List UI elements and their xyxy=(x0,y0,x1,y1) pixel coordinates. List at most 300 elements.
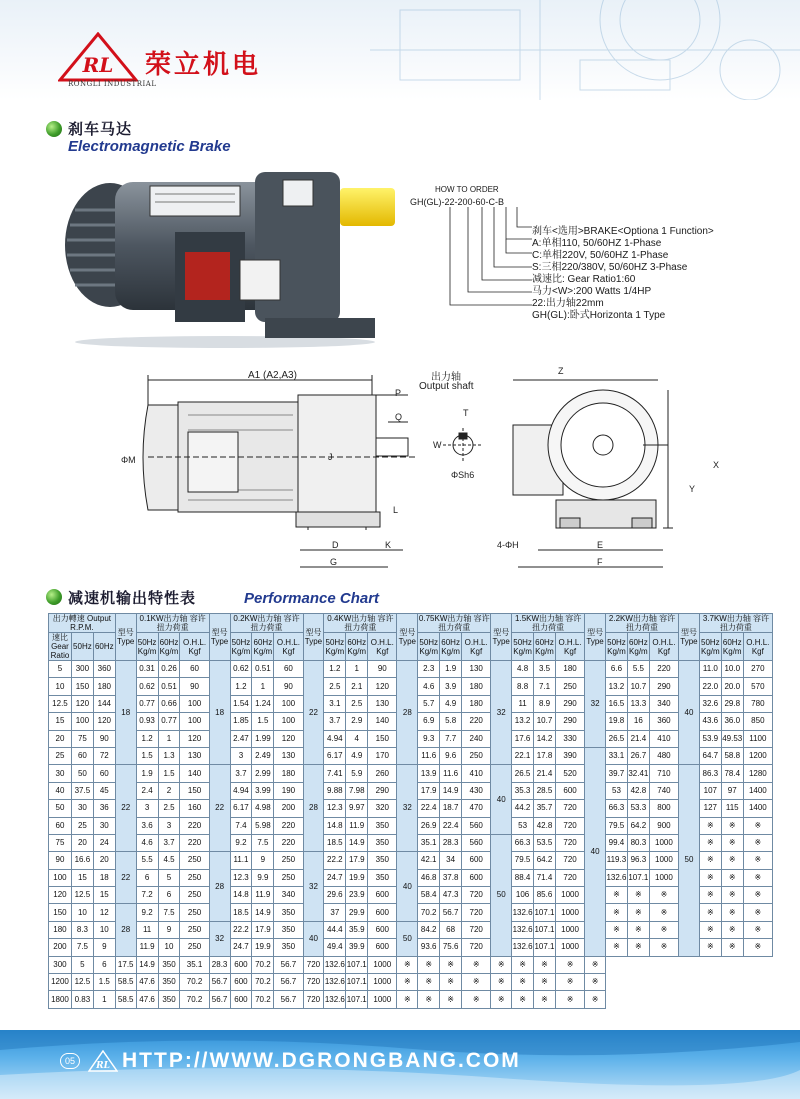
ohl-cell: 600 xyxy=(368,904,397,921)
torque-cell: 42.1 xyxy=(418,852,440,869)
header-type: 型号 Type xyxy=(491,614,512,661)
ohl-cell: ※ xyxy=(585,974,606,991)
header-type: 型号 Type xyxy=(679,614,700,661)
torque-cell: 88.4 xyxy=(512,869,534,886)
website-url[interactable]: HTTP://WWW.DGRONGBANG.COM xyxy=(122,1049,521,1072)
torque-cell: 6 xyxy=(136,869,158,886)
torque-cell: 70.2 xyxy=(180,991,209,1008)
rpm-60hz-cell: 10 xyxy=(93,921,115,938)
torque-cell: 4.9 xyxy=(440,695,462,712)
torque-cell: 64.7 xyxy=(699,747,721,764)
torque-cell: 1.3 xyxy=(158,747,180,764)
ohl-cell: 1400 xyxy=(743,782,772,799)
order-shaft-line: 22:出力轴22mm xyxy=(532,298,604,309)
ohl-cell: ※ xyxy=(743,869,772,886)
header-sub-60: 60Hz Kg/m xyxy=(534,633,556,661)
torque-cell: 58.8 xyxy=(721,747,743,764)
ohl-cell: 720 xyxy=(303,956,324,973)
ohl-cell: 350 xyxy=(368,817,397,834)
gear-ratio-cell: 180 xyxy=(49,921,72,938)
torque-cell: 107.1 xyxy=(534,921,556,938)
header-sub-ohl: O.H.L. Kgf xyxy=(368,633,397,661)
page-footer xyxy=(0,1030,800,1099)
ohl-cell: ※ xyxy=(440,991,462,1008)
torque-cell: 1 xyxy=(346,661,368,678)
torque-cell: 28.5 xyxy=(534,782,556,799)
torque-cell: 9.97 xyxy=(346,800,368,817)
rpm-50hz-cell: 20 xyxy=(71,834,93,851)
torque-cell: 1.9 xyxy=(136,765,158,782)
header-gear-decoration xyxy=(280,0,800,100)
torque-cell: 2.47 xyxy=(230,730,252,747)
torque-cell: 107.1 xyxy=(534,904,556,921)
torque-cell: 2.1 xyxy=(346,678,368,695)
header-kw-group: 0.1KW出力轴 容许扭力荷重 xyxy=(136,614,209,633)
ohl-cell: 350 xyxy=(274,939,303,956)
ohl-cell: 290 xyxy=(368,782,397,799)
ohl-cell: 220 xyxy=(649,661,678,678)
torque-cell: 107.1 xyxy=(627,869,649,886)
torque-cell: 53 xyxy=(606,782,628,799)
ohl-cell: 150 xyxy=(180,782,209,799)
torque-cell: 17.5 xyxy=(115,956,136,973)
type-cell: 40 xyxy=(303,921,324,956)
gear-ratio-cell: 5 xyxy=(49,661,72,678)
torque-cell: 32.6 xyxy=(699,695,721,712)
torque-cell: 132.6 xyxy=(606,869,628,886)
torque-cell: 66.3 xyxy=(512,834,534,851)
section-bullet-icon xyxy=(46,121,62,137)
ohl-cell: 250 xyxy=(180,869,209,886)
torque-cell: 7.1 xyxy=(534,678,556,695)
dim-w-label: W xyxy=(433,440,442,450)
dim-t-label: T xyxy=(463,408,469,418)
ohl-cell: 600 xyxy=(368,921,397,938)
rpm-50hz-cell: 75 xyxy=(71,730,93,747)
torque-cell: 70.2 xyxy=(252,956,274,973)
torque-cell: 35.3 xyxy=(512,782,534,799)
rpm-60hz-cell: 6 xyxy=(93,956,115,973)
torque-cell: ※ xyxy=(491,974,512,991)
torque-cell: ※ xyxy=(555,956,584,973)
torque-cell: 3.7 xyxy=(158,834,180,851)
rpm-50hz-cell: 12.5 xyxy=(71,887,93,904)
torque-cell: 9.6 xyxy=(440,747,462,764)
rpm-50hz-cell: 300 xyxy=(71,661,93,678)
torque-cell: 2 xyxy=(158,782,180,799)
torque-cell: 132.6 xyxy=(512,939,534,956)
ohl-cell: 190 xyxy=(274,782,303,799)
torque-cell: 6.17 xyxy=(230,800,252,817)
ohl-cell: 90 xyxy=(180,678,209,695)
ohl-cell: 290 xyxy=(555,695,584,712)
torque-cell: 42.8 xyxy=(627,782,649,799)
torque-cell: 0.51 xyxy=(252,661,274,678)
torque-cell: 17.8 xyxy=(534,747,556,764)
gear-ratio-cell: 300 xyxy=(49,956,72,973)
header-kw-group: 2.2KW出力轴 容许扭力荷重 xyxy=(606,614,679,633)
rpm-50hz-cell: 7.5 xyxy=(71,939,93,956)
torque-cell: 47.6 xyxy=(136,974,158,991)
torque-cell: ※ xyxy=(418,974,440,991)
torque-cell: 22.4 xyxy=(418,800,440,817)
torque-cell: 26.7 xyxy=(627,747,649,764)
rpm-50hz-cell: 8.3 xyxy=(71,921,93,938)
torque-cell: 21.4 xyxy=(534,765,556,782)
torque-cell: 11.6 xyxy=(418,747,440,764)
ohl-cell: 250 xyxy=(180,904,209,921)
ohl-cell: 250 xyxy=(274,852,303,869)
torque-cell: ※ xyxy=(606,939,628,956)
torque-cell: 3.1 xyxy=(324,695,346,712)
ohl-cell: 410 xyxy=(649,730,678,747)
torque-cell: 115 xyxy=(721,800,743,817)
torque-cell: 2.5 xyxy=(158,800,180,817)
torque-cell: ※ xyxy=(397,956,418,973)
ohl-cell: 180 xyxy=(274,765,303,782)
torque-cell: 3.6 xyxy=(136,817,158,834)
ohl-cell: 350 xyxy=(274,904,303,921)
header-kw-group: 1.5KW出力轴 容许扭力荷重 xyxy=(512,614,585,633)
rpm-60hz-cell: 9 xyxy=(93,939,115,956)
output-shaft-cn-label: 出力轴 xyxy=(431,372,461,383)
rpm-50hz-cell: 12.5 xyxy=(71,974,93,991)
torque-cell: ※ xyxy=(462,974,491,991)
dim-z-label: Z xyxy=(558,366,564,376)
torque-cell: 3 xyxy=(230,747,252,764)
header-sub-ohl: O.H.L. Kgf xyxy=(649,633,678,661)
header-sub-ohl: O.H.L. Kgf xyxy=(555,633,584,661)
torque-cell: 70.2 xyxy=(252,991,274,1008)
section-bullet-icon xyxy=(46,589,62,605)
torque-cell: 47.3 xyxy=(440,887,462,904)
torque-cell: 58.5 xyxy=(115,974,136,991)
header-sub-ohl: O.H.L. Kgf xyxy=(274,633,303,661)
torque-cell: 132.6 xyxy=(324,991,346,1008)
dim-p-label: P xyxy=(395,388,402,398)
gear-ratio-cell: 200 xyxy=(49,939,72,956)
header-sub-60: 60Hz Kg/m xyxy=(158,633,180,661)
torque-cell: 39.9 xyxy=(346,939,368,956)
type-cell: 32 xyxy=(491,661,512,765)
ohl-cell: 330 xyxy=(555,730,584,747)
type-cell: 50 xyxy=(397,921,418,956)
ohl-cell: 100 xyxy=(180,713,209,730)
ohl-cell: 800 xyxy=(649,800,678,817)
ohl-cell: ※ xyxy=(512,956,534,973)
torque-cell: 1.85 xyxy=(230,713,252,730)
torque-cell: 18.7 xyxy=(440,800,462,817)
torque-cell: 14.9 xyxy=(252,904,274,921)
ohl-cell: 130 xyxy=(274,747,303,764)
torque-cell: 3 xyxy=(158,817,180,834)
type-cell: 32 xyxy=(303,852,324,922)
ohl-cell: 290 xyxy=(555,713,584,730)
torque-cell: 14.8 xyxy=(324,817,346,834)
rpm-60hz-cell: 30 xyxy=(93,817,115,834)
header-sub-60: 60Hz Kg/m xyxy=(440,633,462,661)
torque-cell: 29.6 xyxy=(324,887,346,904)
header-kw-group: 0.2KW出力轴 容许扭力荷重 xyxy=(230,614,303,633)
torque-cell: 53.9 xyxy=(699,730,721,747)
torque-cell: 22.4 xyxy=(440,817,462,834)
torque-cell: ※ xyxy=(721,887,743,904)
torque-cell: 44.2 xyxy=(512,800,534,817)
ohl-cell: 720 xyxy=(462,921,491,938)
torque-cell: 14.9 xyxy=(346,834,368,851)
type-cell: 22 xyxy=(303,661,324,765)
torque-cell: ※ xyxy=(627,939,649,956)
torque-cell: 4.9 xyxy=(346,747,368,764)
torque-cell: 26.9 xyxy=(418,817,440,834)
torque-cell: 13.2 xyxy=(606,678,628,695)
header-type: 型号 Type xyxy=(303,614,324,661)
ohl-cell: ※ xyxy=(743,939,772,956)
header-gear-ratio: 速比 Gear Ratio xyxy=(49,633,72,661)
torque-cell: ※ xyxy=(721,852,743,869)
torque-cell: 7.41 xyxy=(324,765,346,782)
torque-cell: 1.5 xyxy=(252,713,274,730)
ohl-cell: 250 xyxy=(180,939,209,956)
gear-ratio-cell: 1200 xyxy=(49,974,72,991)
ohl-cell: 120 xyxy=(368,678,397,695)
ohl-cell: 850 xyxy=(743,713,772,730)
torque-cell: 9 xyxy=(252,852,274,869)
torque-cell: ※ xyxy=(721,817,743,834)
ohl-cell: 270 xyxy=(743,661,772,678)
torque-cell: 39.7 xyxy=(606,765,628,782)
ohl-cell: 720 xyxy=(555,852,584,869)
ohl-cell: 720 xyxy=(555,869,584,886)
ohl-cell: 360 xyxy=(649,713,678,730)
ohl-cell: 160 xyxy=(180,800,209,817)
torque-cell: 43.6 xyxy=(699,713,721,730)
ohl-cell: 130 xyxy=(462,661,491,678)
section-title-cn: 刹车马达 xyxy=(68,120,133,138)
torque-cell: 13.2 xyxy=(512,713,534,730)
rpm-50hz-cell: 16.6 xyxy=(71,852,93,869)
torque-cell: 29.9 xyxy=(346,904,368,921)
torque-cell: 5.5 xyxy=(136,852,158,869)
header-sub-ohl: O.H.L. Kgf xyxy=(743,633,772,661)
torque-cell: ※ xyxy=(699,921,721,938)
ohl-cell: 1000 xyxy=(368,956,397,973)
torque-cell: 28.3 xyxy=(440,834,462,851)
ohl-cell: 130 xyxy=(180,747,209,764)
torque-cell: ※ xyxy=(699,817,721,834)
gear-ratio-cell: 10 xyxy=(49,678,72,695)
ohl-cell: 1000 xyxy=(368,991,397,1008)
torque-cell: 64.2 xyxy=(534,852,556,869)
ohl-cell: 1000 xyxy=(649,834,678,851)
ohl-cell: 350 xyxy=(368,869,397,886)
torque-cell: 14.2 xyxy=(534,730,556,747)
ohl-cell: 600 xyxy=(462,852,491,869)
torque-cell: 78.4 xyxy=(721,765,743,782)
torque-cell: 107.1 xyxy=(346,991,368,1008)
ohl-cell: 260 xyxy=(368,765,397,782)
type-cell: 32 xyxy=(397,765,418,852)
type-cell: 40 xyxy=(585,747,606,956)
torque-cell: 0.77 xyxy=(158,713,180,730)
ohl-cell: ※ xyxy=(743,852,772,869)
ohl-cell: 120 xyxy=(180,730,209,747)
type-cell: 28 xyxy=(209,852,230,922)
ohl-cell: ※ xyxy=(649,939,678,956)
torque-cell: 107.1 xyxy=(534,939,556,956)
torque-cell: 17.9 xyxy=(252,921,274,938)
ohl-cell: 600 xyxy=(230,974,252,991)
dim-g-label: G xyxy=(330,557,338,567)
torque-cell: 70.2 xyxy=(418,904,440,921)
gear-ratio-cell: 20 xyxy=(49,730,72,747)
ohl-cell: 220 xyxy=(274,834,303,851)
header-50hz: 50Hz xyxy=(71,633,93,661)
ohl-cell: 140 xyxy=(368,713,397,730)
header-output-rpm: 出力轉速 Output R.P.M. xyxy=(49,614,116,633)
torque-cell: 6.17 xyxy=(324,747,346,764)
torque-cell: 12.3 xyxy=(230,869,252,886)
ohl-cell: 720 xyxy=(462,887,491,904)
torque-cell: 29.8 xyxy=(721,695,743,712)
ohl-cell: 150 xyxy=(368,730,397,747)
torque-cell: 80.3 xyxy=(627,834,649,851)
torque-cell: 46.8 xyxy=(418,869,440,886)
header-sub-50: 50Hz Kg/m xyxy=(418,633,440,661)
rpm-60hz-cell: 1 xyxy=(93,991,115,1008)
gear-ratio-cell: 120 xyxy=(49,887,72,904)
ohl-cell: ※ xyxy=(512,974,534,991)
torque-cell: 32.41 xyxy=(627,765,649,782)
torque-cell: 35.1 xyxy=(418,834,440,851)
torque-cell: 66.3 xyxy=(606,800,628,817)
torque-cell: 4.5 xyxy=(158,852,180,869)
gear-ratio-cell: 150 xyxy=(49,904,72,921)
rpm-60hz-cell: 1.5 xyxy=(93,974,115,991)
rpm-50hz-cell: 120 xyxy=(71,695,93,712)
order-phase-c-line: C:单相220V, 50/60HZ 1-Phase xyxy=(532,250,669,261)
ohl-cell: ※ xyxy=(743,904,772,921)
ohl-cell: 1100 xyxy=(743,730,772,747)
order-code: GH(GL)-22-200-60-C-B xyxy=(410,197,505,207)
torque-cell: 42.8 xyxy=(534,817,556,834)
rpm-60hz-cell: 12 xyxy=(93,904,115,921)
rpm-60hz-cell: 360 xyxy=(93,661,115,678)
header-kw-group: 3.7KW出力轴 容许扭力荷重 xyxy=(699,614,772,633)
torque-cell: 26.5 xyxy=(606,730,628,747)
ohl-cell: 220 xyxy=(180,834,209,851)
brand-name: 荣立机电 xyxy=(145,50,262,80)
header-sub-60: 60Hz Kg/m xyxy=(252,633,274,661)
header-sub-50: 50Hz Kg/m xyxy=(324,633,346,661)
torque-cell: 13.9 xyxy=(418,765,440,782)
ohl-cell: ※ xyxy=(743,817,772,834)
ohl-cell: 470 xyxy=(462,800,491,817)
ohl-cell: 350 xyxy=(274,921,303,938)
torque-cell: 11.9 xyxy=(346,817,368,834)
torque-cell: 16.5 xyxy=(606,695,628,712)
type-cell: 40 xyxy=(679,661,700,765)
torque-cell: 1 xyxy=(158,730,180,747)
gear-ratio-cell: 25 xyxy=(49,747,72,764)
torque-cell: 4.94 xyxy=(230,782,252,799)
ohl-cell: 1200 xyxy=(743,747,772,764)
ohl-cell: 720 xyxy=(462,939,491,956)
torque-cell: 6.6 xyxy=(606,661,628,678)
ohl-cell: 350 xyxy=(368,852,397,869)
torque-cell: 99.4 xyxy=(606,834,628,851)
header-type: 型号 Type xyxy=(209,614,230,661)
rpm-60hz-cell: 180 xyxy=(93,678,115,695)
type-cell: 18 xyxy=(115,661,136,765)
ohl-cell: 570 xyxy=(743,678,772,695)
rpm-50hz-cell: 0.83 xyxy=(71,991,93,1008)
dim-phih-label: 4-ΦH xyxy=(497,540,519,550)
torque-cell: 7.98 xyxy=(346,782,368,799)
torque-cell: 11.6 xyxy=(440,765,462,782)
ohl-cell: 220 xyxy=(462,713,491,730)
torque-cell: 47.6 xyxy=(136,991,158,1008)
torque-cell: 0.62 xyxy=(136,678,158,695)
torque-cell: 9.2 xyxy=(136,904,158,921)
how-to-order-title: HOW TO ORDER xyxy=(435,185,499,194)
torque-cell: 1.99 xyxy=(252,730,274,747)
type-cell: 22 xyxy=(115,852,136,904)
gear-ratio-cell: 12.5 xyxy=(49,695,72,712)
torque-cell: ※ xyxy=(699,939,721,956)
ohl-cell: 250 xyxy=(555,678,584,695)
torque-cell: 70.2 xyxy=(180,974,209,991)
dim-y-label: Y xyxy=(689,484,696,494)
torque-cell: 3.9 xyxy=(440,678,462,695)
torque-cell: 71.4 xyxy=(534,869,556,886)
ohl-cell: 1000 xyxy=(555,904,584,921)
dim-k-label: K xyxy=(385,540,392,550)
rpm-60hz-cell: 24 xyxy=(93,834,115,851)
torque-cell: 0.66 xyxy=(158,695,180,712)
ohl-cell: 740 xyxy=(649,782,678,799)
torque-cell: 19.8 xyxy=(606,713,628,730)
torque-cell: 49.53 xyxy=(721,730,743,747)
ohl-cell: 350 xyxy=(368,834,397,851)
torque-cell: ※ xyxy=(699,852,721,869)
torque-cell: ※ xyxy=(721,869,743,886)
ohl-cell: 100 xyxy=(180,695,209,712)
torque-cell: 0.51 xyxy=(158,678,180,695)
torque-cell: 1 xyxy=(252,678,274,695)
torque-cell: 3 xyxy=(136,800,158,817)
ohl-cell: 600 xyxy=(368,939,397,956)
torque-cell: ※ xyxy=(627,921,649,938)
torque-cell: 3.5 xyxy=(534,661,556,678)
ohl-cell: 60 xyxy=(180,661,209,678)
rpm-60hz-cell: 15 xyxy=(93,887,115,904)
torque-cell: 14.9 xyxy=(440,782,462,799)
dim-d-label: D xyxy=(332,540,339,550)
header-sub-60: 60Hz Kg/m xyxy=(721,633,743,661)
footer-logo-mark: RL xyxy=(96,1061,110,1071)
ohl-cell: 250 xyxy=(180,921,209,938)
torque-cell: 11.9 xyxy=(136,939,158,956)
ohl-cell: 200 xyxy=(274,800,303,817)
ohl-cell: 410 xyxy=(462,765,491,782)
order-code-leader-lines xyxy=(410,185,535,325)
torque-cell: 26.5 xyxy=(512,765,534,782)
torque-cell: 5.8 xyxy=(440,713,462,730)
footer-logo-icon xyxy=(88,1050,118,1072)
torque-cell: 14.8 xyxy=(230,887,252,904)
how-to-order xyxy=(410,185,760,325)
